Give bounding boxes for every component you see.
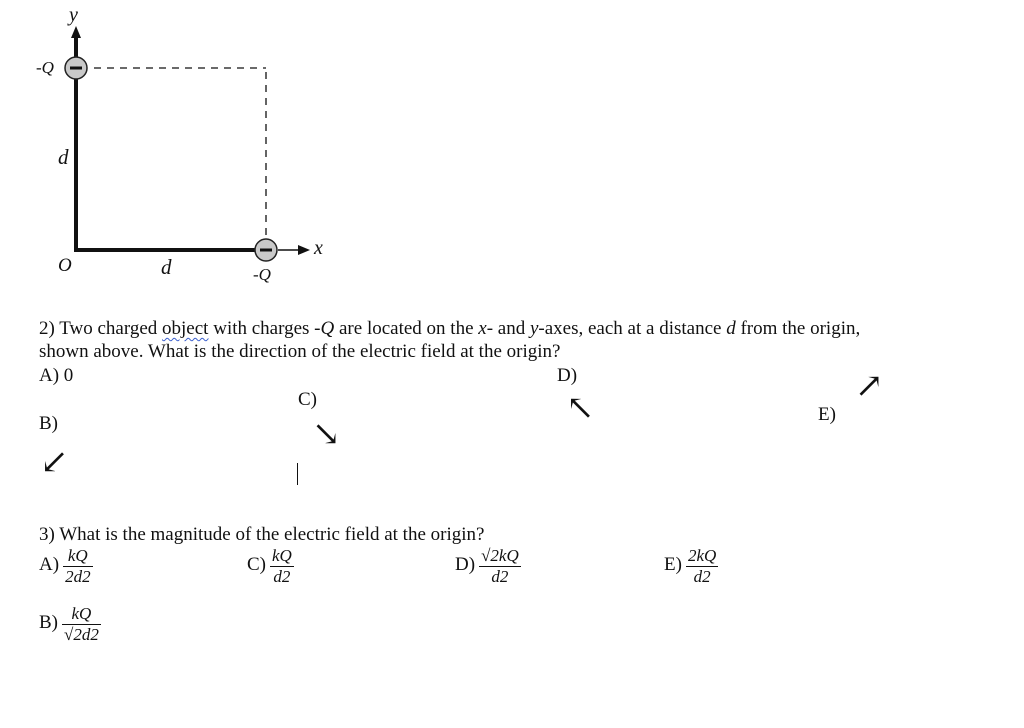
q3-choice-c: C) $\frac{kQ}{d2}$ [247,546,292,586]
arrow-up-left-icon: ↖ [566,390,595,427]
question2-line2: shown above. What is the direction of the electric field at the origin? [39,341,561,362]
distance-horizontal-label: d [161,255,172,279]
q3-choice-a: A) $\frac{kQ}{2d2}$ [39,546,91,586]
charge-right [255,239,277,261]
charge-diagram [0,0,340,290]
q2-choice-b: B) [39,413,58,434]
y-axis-label: y [69,4,78,26]
charge-right-label: -Q [253,265,271,284]
charge-top-label: -Q [36,58,54,77]
x-axis-arrowhead [298,245,310,255]
q2-choice-e: E) [818,404,836,425]
text-cursor [297,463,298,485]
q2-choice-c: C) [298,389,317,410]
question2-line1: 2) Two charged object with charges -Q are located on the x- and y-axes, each at a distance d from the origin, [39,318,861,339]
origin-label: O [58,255,72,276]
q3-choice-d: D) $\frac{√2kQ}{d2}$ [455,546,519,586]
q2-choice-a: A) 0 [39,365,74,386]
question3-text: 3) What is the magnitude of the electric field at the origin? [39,524,485,545]
x-axis-label: x [314,237,323,259]
arrow-up-right-icon: ↗ [855,368,884,405]
q3-choice-b: B) $\frac{kQ}{√2d2}$ [39,604,99,644]
arrow-down-right-icon: ↘ [312,416,341,453]
y-axis-arrowhead [71,26,81,38]
charge-top [65,57,87,79]
q3-choice-e: E) $\frac{2kQ}{d2}$ [664,546,717,586]
q2-choice-d: D) [557,365,578,386]
arrow-down-left-icon: ↙ [40,444,69,481]
distance-vertical-label: d [58,145,69,169]
spelling-underlined-word[interactable]: object [162,318,209,339]
